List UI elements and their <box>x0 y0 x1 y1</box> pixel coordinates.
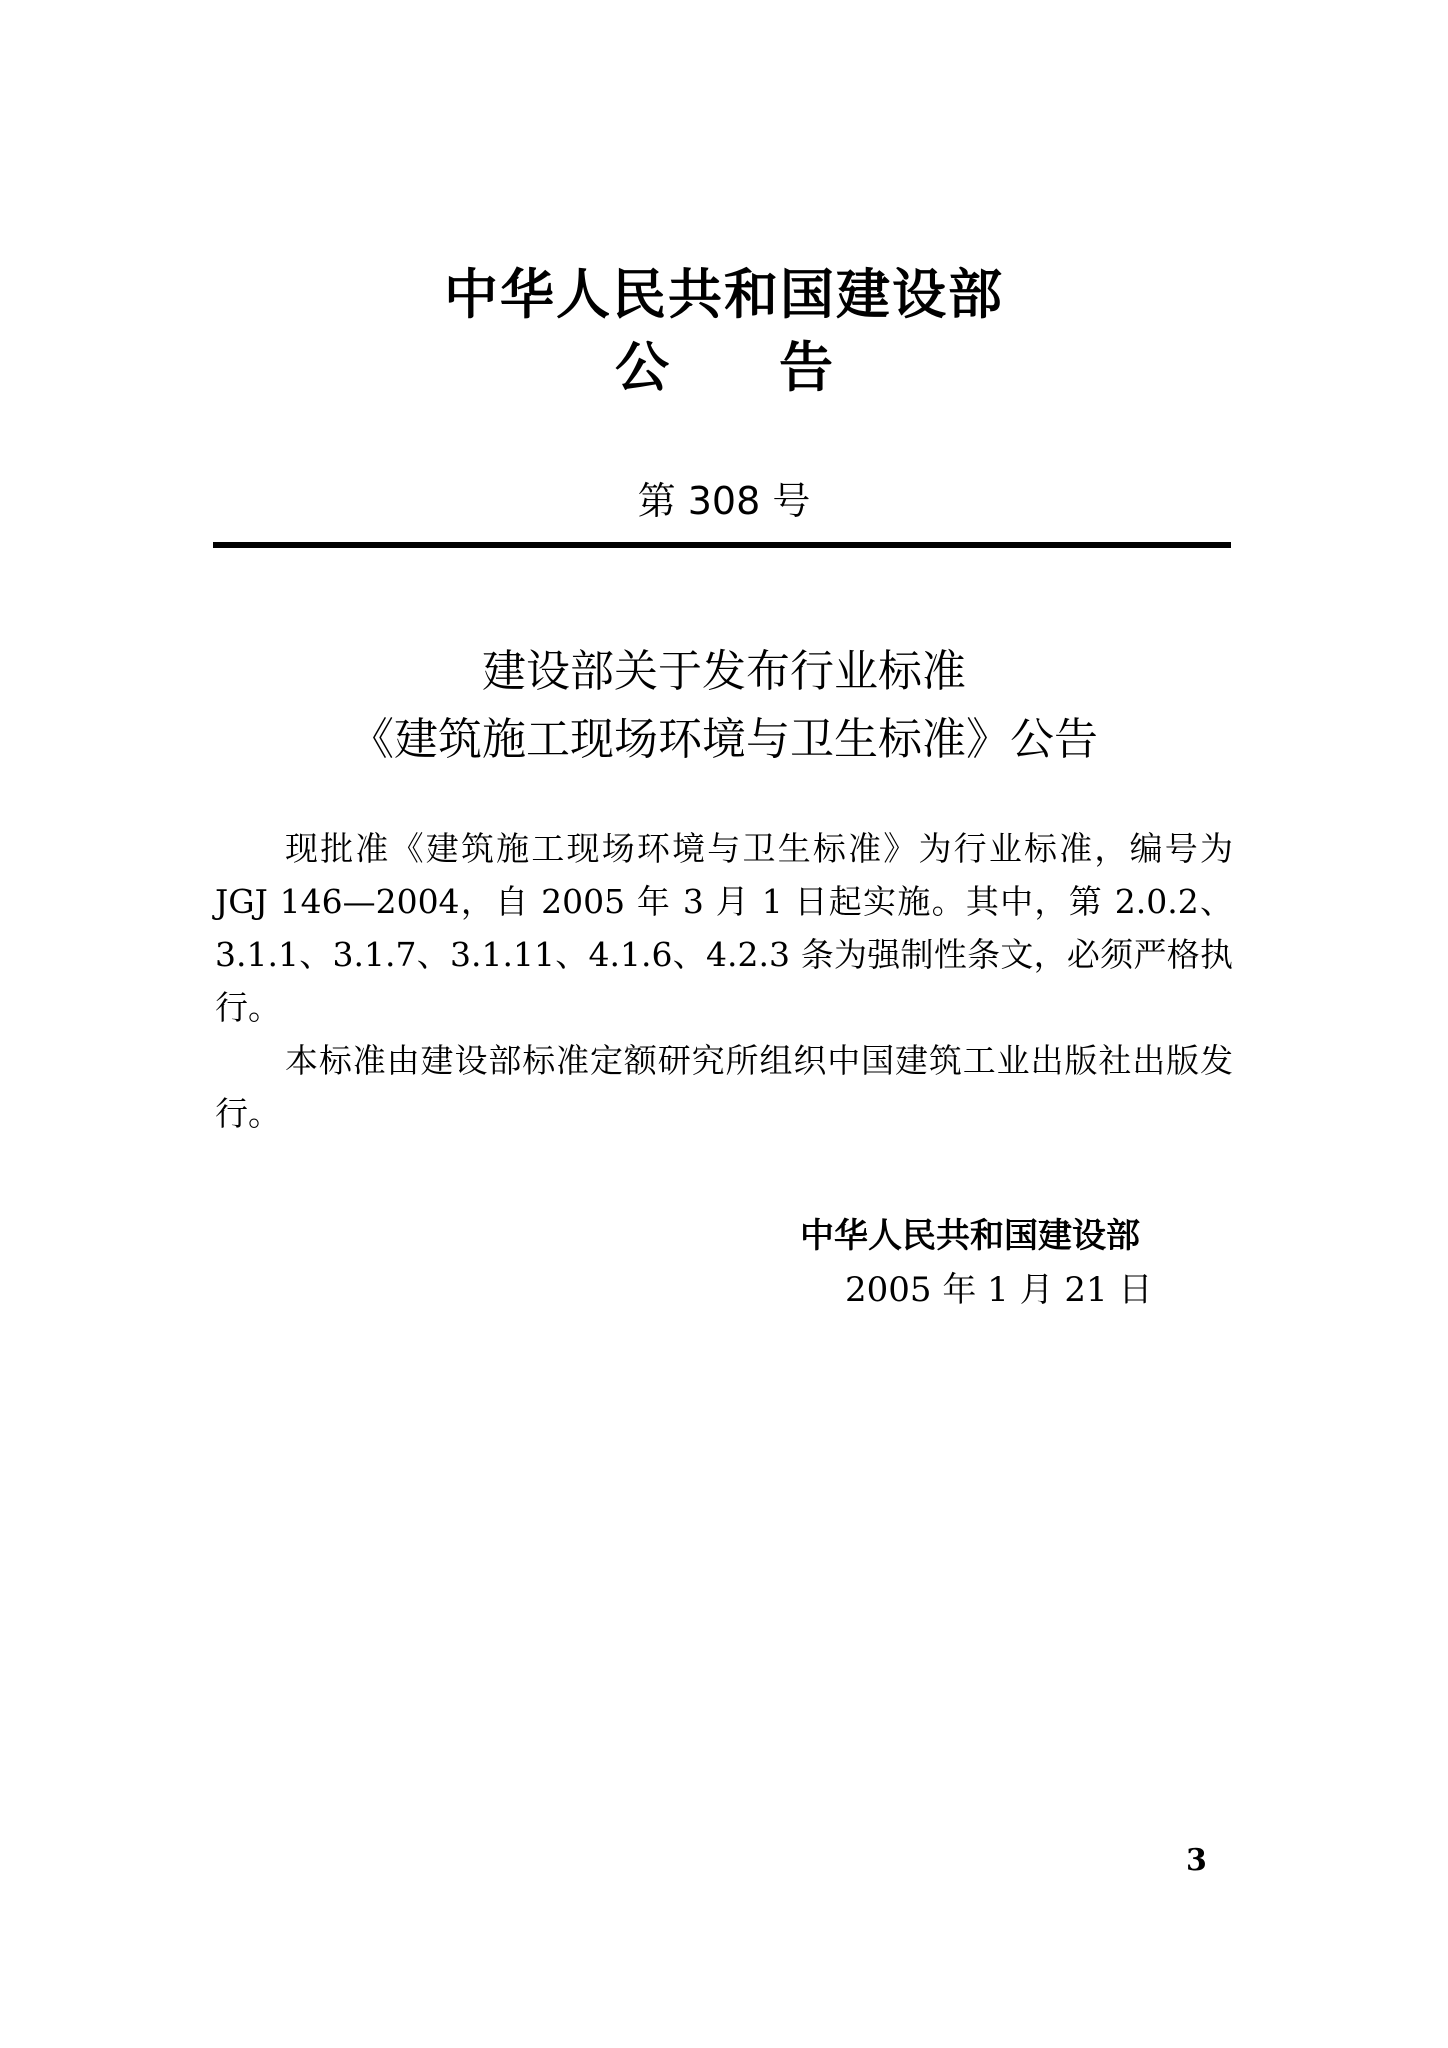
notice-title-char-1: 公 <box>615 336 669 399</box>
subtitle-line-1: 建设部关于发布行业标准 <box>482 646 966 697</box>
notice-number: 第 308 号 <box>637 479 811 523</box>
publication-paragraph: 本标准由建设部标准定额研究所组织中国建筑工业出版社出版发行。 <box>215 1041 1233 1133</box>
body-paragraph-1 <box>215 822 1233 1034</box>
signature-organization: 中华人民共和国建设部 <box>800 1216 1140 1256</box>
header-divider <box>213 542 1231 548</box>
notice-title <box>0 325 1448 402</box>
page-number: 3 <box>1186 1843 1207 1878</box>
notice-title-char-2: 告 <box>779 336 833 399</box>
signature-date: 2005 年 1 月 21 日 <box>845 1270 1153 1310</box>
issuing-organization-title: 中华人民共和国建设部 <box>444 263 1004 326</box>
approval-paragraph: 现批准《建筑施工现场环境与卫生标准》为行业标准，编号为 JGJ 146—2004，自 2005 年 3 月 1 日起实施。其中，第 2.0.2、3.1.1、3.1.7、3.1.11、4.1.6、4.2.3 条为强制性条文，必须严格执行。 <box>215 829 1233 1027</box>
body-paragraph-2 <box>215 1034 1233 1140</box>
subtitle-line-2: 《建筑施工现场环境与卫生标准》公告 <box>350 714 1098 765</box>
